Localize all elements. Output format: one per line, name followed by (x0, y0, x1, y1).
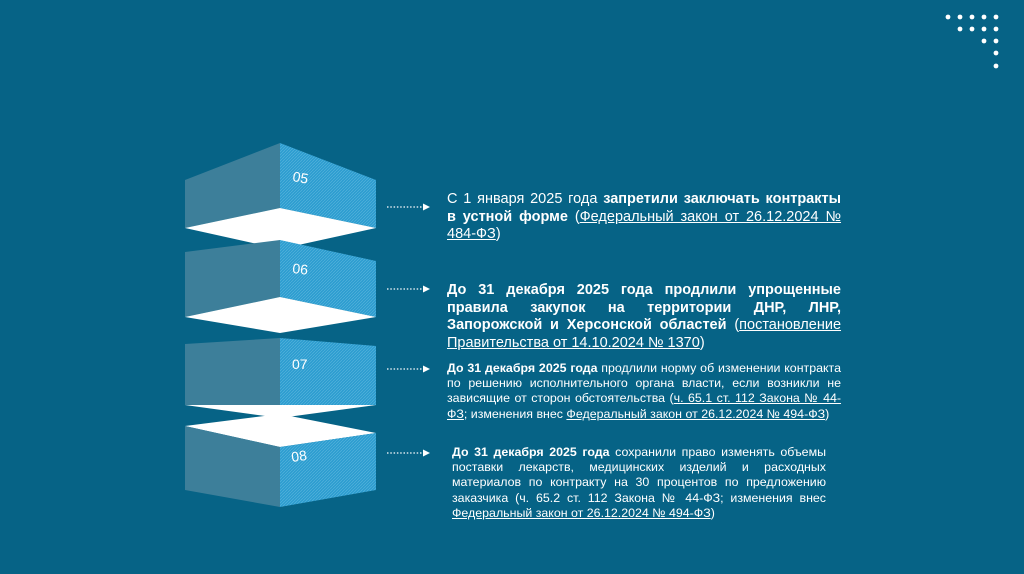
block-number: 08 (290, 446, 308, 465)
bold-text: До 31 декабря 2025 года (452, 445, 610, 459)
block-06 (185, 240, 376, 333)
text: ) (710, 505, 715, 520)
block-number: 07 (292, 356, 308, 372)
block-05 (185, 143, 376, 249)
law-link[interactable]: Федеральный закон от 26.12.2024 № 494-ФЗ (452, 505, 711, 520)
bold-text: До 31 декабря 2025 года (447, 361, 598, 375)
item-05-text (447, 191, 841, 244)
text: сохранили право изменять объемы поставки лекарств, медицинских изделий и расходных материалов по контракту на 30 процентов по предложению заказчика (ч. 65.2 ст. 112 Закона № 44-ФЗ; изменения внес (452, 445, 826, 505)
text: ) (825, 406, 830, 421)
block-number: 06 (291, 260, 309, 278)
block-number: 05 (291, 168, 310, 187)
law-link[interactable]: Федеральный закон от 26.12.2024 № 484-ФЗ (447, 208, 842, 242)
arrow-icon (386, 284, 432, 294)
text: ) (699, 334, 705, 351)
item-07-text (447, 361, 841, 422)
arrow-icon (386, 202, 432, 212)
item-06-text (447, 282, 841, 352)
bold-text: До 31 декабря 2025 года продлили упрощенные правила закупок на территории ДНР, ЛНР, Запорожской и Херсонской областей (447, 282, 841, 333)
law-link[interactable]: ч. 65.1 ст. 112 Закона № 44-ФЗ (447, 391, 842, 421)
block-07 (185, 338, 376, 418)
law-link[interactable]: Федеральный закон от 26.12.2024 № 494-ФЗ (566, 406, 826, 421)
item-08-text (452, 445, 826, 521)
text: ) (495, 226, 501, 242)
bold-text: запретили заключать контракты в устной форме (447, 191, 841, 225)
text: С 1 января 2025 года (447, 191, 604, 207)
arrow-icon (386, 448, 432, 458)
text: продлили норму об изменении контракта по решению исполнительного органа власти, если возникли не зависящие от сторон обстоятельства ( (447, 361, 841, 406)
arrow-icon (386, 364, 432, 374)
text: ( (726, 317, 740, 333)
law-link[interactable]: постановление Правительства от 14.10.2024 № 1370 (447, 317, 842, 351)
text: ( (567, 208, 580, 225)
text: ; изменения внес (463, 406, 567, 421)
block-08 (185, 414, 376, 507)
